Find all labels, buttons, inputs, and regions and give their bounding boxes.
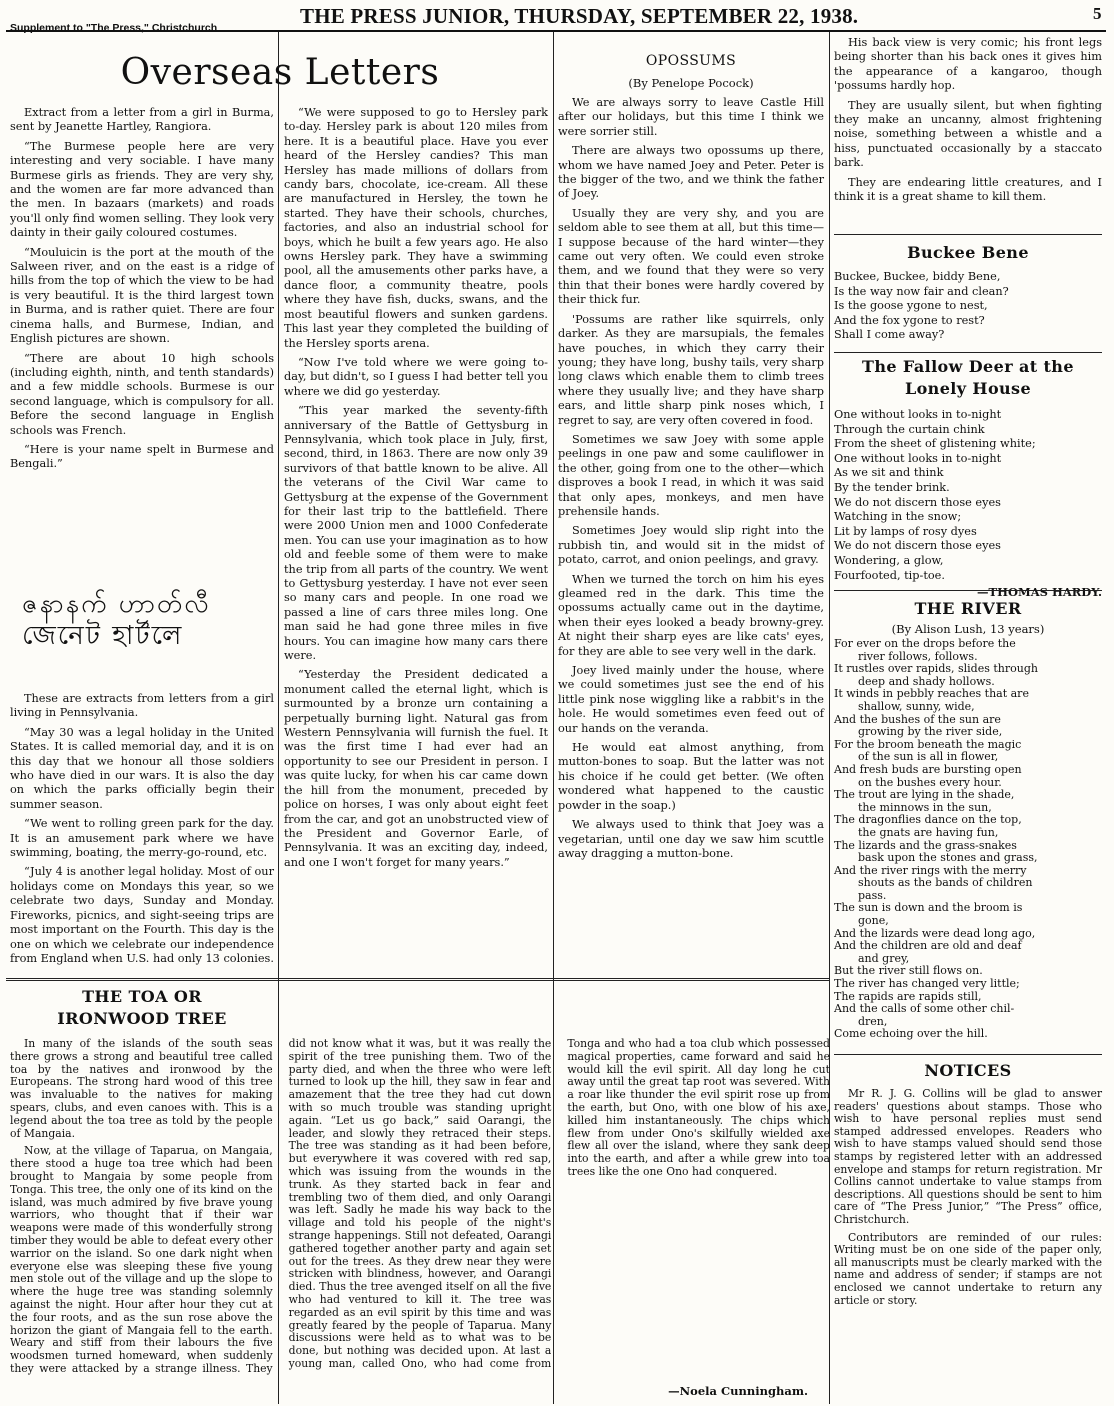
poem-line: and grey,	[858, 951, 910, 965]
river-byline: (By Alison Lush, 13 years)	[891, 622, 1045, 636]
poem-line: And fresh buds are bursting open	[834, 762, 1022, 776]
toa-author: —Noela Cunningham.	[668, 1384, 808, 1398]
paragraph: Sometimes Joey would slip right into the rubbish tin, and would sit in the midst of potato, carrot, and onion peelings, and gravy.	[558, 524, 824, 567]
toa-title	[10, 986, 274, 1034]
poem-line: Fourfooted, tip-toe.	[834, 568, 945, 582]
paragraph: “Yesterday the President dedicated a monument called the eternal light, which is surmounted by a bronze urn containing a perpetually burning light. Natural gas from Western Pennsylvania will furnish the fuel. It was the first time I had ever had an opportunity to see our President in person. I was quite lucky, for when his car came down the hill from the monument, preceded by police on horses, I was only about eight feet from the car, and got an unobstructed view of the President and Governor Earle, of Pennsylvania. It was an exciting day, indeed, and one I won't forget for many years.”	[284, 668, 548, 869]
poem-line: bask upon the stones and grass,	[858, 851, 1038, 865]
poem-line: By the tender brink.	[834, 480, 950, 494]
river-lines	[834, 638, 1102, 1041]
pennsylvania-letter-part-1	[10, 692, 274, 974]
poem-line: The dragonflies dance on the top,	[834, 813, 1022, 827]
section-rule	[834, 234, 1102, 235]
paragraph: There are always two opossums up there, whom we have named Joey and Peter. Peter is the bigger of the two, and we think the father of Joey.	[558, 144, 824, 201]
overseas-title: Overseas Letters	[120, 52, 440, 93]
paragraph: He would eat almost anything, from mutton-bones to soap. But the latter was not his choice if he could get better. (We often wondered what happened to the caustic powder in the soap.)	[558, 741, 824, 812]
poem-line: The lizards and the grass-snakes	[834, 838, 1017, 852]
burmese-name: ဇနာနက် ဟာတ်လီ	[22, 589, 211, 619]
section-rule	[834, 352, 1102, 353]
paragraph: “Here is your name spelt in Burmese and Bengali.”	[10, 442, 274, 471]
paragraph: We are always sorry to leave Castle Hill after our holidays, but this time I think we were sorrier still.	[558, 96, 824, 138]
poem-line: Through the curtain chink	[834, 422, 985, 436]
paragraph: These are extracts from letters from a girl living in Pennsylvania.	[10, 692, 274, 720]
poem-line: deep and shady hollows.	[858, 674, 995, 688]
opossums-body	[558, 96, 824, 956]
paragraph: “Mouluicin is the port at the mouth of the Salween river, and on the east is a ridge of hills from the top of which the view to be had is very beautiful. It is the third largest town in Burma, and is rather quiet. There are four cinema halls, and Burmese, Indian, and English pictures are shown.	[10, 245, 274, 346]
pennsylvania-letter-part-2	[284, 106, 548, 974]
poem-line: the gnats are having fun,	[858, 825, 999, 839]
poem-line: Wondering, a glow,	[834, 553, 944, 567]
paragraph: We always used to think that Joey was a vegetarian, until one day we saw him scuttle away dragging a mutton-bone.	[558, 818, 824, 860]
notices-body	[834, 1088, 1102, 1307]
poem-line: Watching in the snow;	[834, 510, 962, 524]
poem-line: It winds in pebbly reaches that are	[834, 687, 1029, 701]
fallow-title-line-2: Lonely House	[904, 379, 1032, 398]
poem-line: gone,	[858, 914, 889, 928]
opossums-byline: (By Penelope Pocock)	[628, 76, 754, 90]
poem-line: Buckee, Buckee, biddy Bene,	[834, 270, 1001, 283]
paragraph: They are usually silent, but when fighting they make an uncanny, almost frightening noise, something between a whistle and a hiss, punctuated occasionally by a staccato bark.	[834, 98, 1102, 170]
toa-title-line-1: THE TOA OR	[82, 987, 202, 1006]
poem-line: And the river rings with the merry	[834, 863, 1027, 877]
poem-line: the minnows in the sun,	[858, 800, 992, 814]
fallow-author: —THOMAS HARDY.	[977, 585, 1102, 600]
poem-line: The river has changed very little;	[834, 977, 1020, 991]
poem-line: It rustles over rapids, slides through	[834, 662, 1038, 676]
poem-line: shouts as the bands of children	[858, 876, 1033, 890]
poem-line: One without looks in to-night	[834, 408, 1002, 421]
supplement-line: Supplement to "The Press," Christchurch	[10, 22, 218, 34]
poem-line: And the bushes of the sun are	[834, 712, 1001, 726]
buckee-title: Buckee Bene	[907, 243, 1029, 262]
paragraph: In many of the islands of the south seas there grows a strong and beautiful tree called toa by the natives and ironwood by the Europeans. The strong hard wood of this tree was invaluable to the natives for making spears, clubs, and even canoes with. This is a legend about the toa tree as told by the people of Mangaia.	[10, 1037, 273, 1140]
paragraph: Now, at the village of Taparua, on Mangaia, there stood a huge toa tree which had been brought to Mangaia by some people from Tonga. This tree, the only one of its kind on the island, was much admired by five brave young warriors, who thought that if their war weapons were made of this wonderfully strong timber they would be able to defeat every other warrior on the island. So one dark night when everyone else was sleeping these five young men stole out of the village and up the slope to where the huge tree was standing solemnly against the night. Hour after hour they cut at the four roots, and as the sun rose above the horizon the giant of Mangaia fell to the earth. Weary and stiff from their labours the five woodsmen turned homeward, when suddenly they were attacked by a strange illness. They did not know what it was, but it was really the spirit of the tree punishing them. Two of the party died, and when the three who were left turned to look up the hill, they saw in fear and amazement that the tree they had cut down with so much trouble was standing upright again. “Let us go back,” said Oarangi, the leader, and slowly they retraced their steps. The tree was standing as it had been before, but everywhere it was covered with red sap, which was issuing from the wounds in the trunk. As they started back in fear and trembling two of them died, and only Oarangi was left. Sadly he made his way back to the village and told his people of the night's strange happenings. Still not defeated, Oarangi gathered together another party and again set out for the trees. As they drew near they were stricken with blindness, however, and Oarangi died. Thus the tree avenged itself on all the five who had ventured to kill it. The tree was regarded as an evil spirit by this time and was greatly feared by the people of Taparua. Many discussions were held as to what was to be done, but nothing was decided upon. At last a young man, called Ono, who had come from Tonga and who had a toa club which possessed magical properties, came forward and said he would kill the evil spirit. All day long he cut away until the great tap root was severed. With a roar like thunder the evil spirit rose up from the earth, but Ono, with one blow of his axe, killed him instantaneously. The chips which flew from under Ono's skilfully wielded axe flew all over the island, where they sank deep into the earth, and after a while grew into toa trees like the one Ono had conquered.	[10, 1037, 830, 1375]
buckee-bene-poem	[834, 242, 1102, 348]
paragraph: Extract from a letter from a girl in Burma, sent by Jeanette Hartley, Rangiora.	[10, 106, 274, 134]
page-number: 5	[1093, 4, 1102, 23]
paragraph: “July 4 is another legal holiday. Most of our holidays come on Mondays this year, so we celebrate two days, Sunday and Monday. Fireworks, picnics, and sight-seeing trips are most important on the Fourth. This day is the one on which we celebrate our independence from England when U.S. had only 13 colonies.	[10, 865, 274, 965]
paragraph: When we turned the torch on him his eyes gleamed red in the dark. This time the opossums actually came out in the daytime, when their eyes looked a beady browny-grey. At night their sharp eyes are like cats' eyes, for they are able to see very well in the dark.	[558, 572, 824, 658]
paragraph: “Now I've told where we were going to-day, but didn't, so I guess I had better tell you where we did go yesterday.	[284, 355, 548, 398]
poem-line: But the river still flows on.	[834, 964, 983, 978]
masthead-rule	[6, 30, 1106, 32]
paragraph: “This year marked the seventy-fifth anniversary of the Battle of Gettysburg in Pennsylvania, which took place in July, first, second, third, in 1863. There are now only 39 survivors of that battle known to be alive. All the veterans of the Civil War came to Gettysburg at the expense of the Government for their last trip to the battlefield. There were 2000 Union men and 1000 Confederate men. You can use your imagination as to how old and feeble some of them were to make the trip from all parts of the country. We went to Gettysburg yesterday. I have not ever seen so many cars and people. In one road we passed a line of cars three miles long. One man said he had gone three miles in five hours. You can imagine how many cars there were.	[284, 404, 548, 663]
poem-line: river follows, follows.	[858, 649, 978, 663]
handwritten-name-scripts	[22, 588, 272, 670]
poem-line: shallow, sunny, wide,	[858, 699, 975, 713]
poem-line: Come echoing over the hill.	[834, 1027, 988, 1041]
poem-line: growing by the river side,	[858, 725, 1003, 739]
paragraph: Sometimes we saw Joey with some apple peelings in one paw and some cauliflower in the other, going from one to the other—which disproves a book I read, in which it was said that only apes, monkeys, and men have prehensile hands.	[558, 432, 824, 518]
poem-line: of the sun is all in flower,	[858, 750, 999, 764]
poem-line: And the children are old and deaf	[834, 939, 1022, 953]
paragraph: Joey lived mainly under the house, where we could sometimes just see the end of his little pink nose wiggling like a rabbit's in the hole. He would sometimes even feed out of our hands on the veranda.	[558, 664, 824, 735]
paragraph: Contributors are reminded of our rules: Writing must be on one side of the paper only, all manuscripts must be clearly marked with the name and address of sender; if stamps are not enclosed we cannot undertake to return any article or story.	[834, 1230, 1102, 1307]
notices	[834, 1060, 1102, 1400]
opossums-title: OPOSSUMS	[645, 53, 737, 69]
paragraph: 'Possums are rather like squirrels, only darker. As they are marsupials, the females have pouches, in which they carry their young; they have long, bushy tails, very sharp long claws which enable them to climb trees where they usually live; and they have sharp ears, and little sharp pink noses which, I regret to say, are very often covered in food.	[558, 312, 824, 427]
bengali-name: জেনেট হার্টলে	[22, 621, 184, 651]
section-rule	[834, 1054, 1102, 1055]
poem-line: We do not discern those eyes	[834, 495, 1001, 509]
poem-line: For the broom beneath the magic	[834, 737, 1022, 751]
poem-line: Shall I come away?	[834, 328, 945, 342]
poem-line: As we sit and think	[834, 466, 944, 480]
poem-line: The rapids are rapids still,	[834, 989, 982, 1003]
poem-line: The trout are lying in the shade,	[834, 788, 1015, 802]
paragraph: His back view is very comic; his front legs being shorter than his back ones it gives him the appearance of a kangaroo, though 'possums hardly hop.	[834, 36, 1102, 93]
notices-title: NOTICES	[924, 1061, 1012, 1080]
toa-title-line-2: IRONWOOD TREE	[57, 1009, 227, 1028]
burma-letter	[10, 106, 274, 584]
paragraph: “The Burmese people here are very interesting and very sociable. I have many Burmese girls as friends. They are very shy, and the women are far more advanced than the men. In bazaars (markets) and roads you'll only find women selling. They look very dainty in their gaily coloured costumes.	[10, 139, 274, 240]
poem-line: pass.	[858, 888, 887, 902]
poem-line: We do not discern those eyes	[834, 539, 1001, 553]
opossums-continued	[834, 36, 1102, 226]
fallow-title-line-1: The Fallow Deer at the	[862, 357, 1074, 376]
toa-body	[10, 1038, 830, 1378]
section-rule	[834, 590, 1102, 591]
poem-line: And the lizards were dead long ago,	[834, 926, 1036, 940]
paragraph: Usually they are very shy, and you are seldom able to see them at all, but this time—I suppose because of the hard winter—they came out very often. We could even stroke them, and we found that they were so very thin that their bones were hardly covered by their thick fur.	[558, 206, 824, 307]
paragraph: “There are about 10 high schools (including eighth, ninth, and tenth standards) and a few middle schools. Burmese is our second language, which is compulsory for all. Before the second language in English schools was French.	[10, 351, 274, 437]
poem-line: Lit by lamps of rosy dyes	[834, 524, 977, 538]
poem-line: And the calls of some other chil-	[834, 1002, 1015, 1016]
fallow-lines	[834, 408, 1102, 583]
fallow-deer-poem	[834, 356, 1102, 600]
paragraph: Mr R. J. G. Collins will be glad to answer readers' questions about stamps. Those who wish to have personal replies must send stamped addressed envelopes. Readers who wish to have stamps valued should send those stamps by registered letter with an addressed envelope and stamps for return registration. Mr Collins cannot undertake to value stamps from descriptions. All questions should be sent to him care of “The Press Junior,” “The Press” office, Christchurch.	[834, 1087, 1102, 1226]
poem-line: Is the way now fair and clean?	[834, 284, 1009, 298]
paragraph: “We were supposed to go to Hersley park to-day. Hersley park is about 120 miles from here. It is a beautiful place. Have you ever heard of the Hersley candies? This man Hersley has made millions of dollars from candy bars, chocolate, ice-cream. All these are manufactured in Hersley, the town he started. They have their schools, churches, factories, and also an industrial school for boys, which he built a few years ago. He also owns Hersley park. They have a swimming pool, all the amusements other parks have, a dance floor, a community theatre, pools where they have fish, ducks, swans, and the most beautiful flowers and sunken gardens. This last year they completed the building of the Hersley sports arena.	[284, 106, 548, 350]
poem-line: For ever on the drops before the	[834, 637, 1016, 650]
paragraph: “We went to rolling green park for the day. It is an amusement park where we have swimming, boating, the merry-go-round, etc.	[10, 817, 274, 860]
poem-line: on the bushes every hour.	[858, 775, 1002, 789]
paragraph: “May 30 was a legal holiday in the United States. It is called memorial day, and it is on this day that we honour all those soldiers who have died in our wars. It is also the day on which the parks officially begin their summer season.	[10, 725, 274, 811]
river-title: THE RIVER	[914, 599, 1022, 618]
poem-line: One without looks in to-night	[834, 451, 1002, 465]
river-poem	[834, 598, 1102, 1050]
poem-line: Is the goose ygone to nest,	[834, 299, 988, 313]
poem-line: And the fox ygone to rest?	[834, 313, 985, 327]
poem-line: The sun is down and the broom is	[834, 901, 1023, 915]
poem-line: From the sheet of glistening white;	[834, 437, 1036, 451]
buckee-lines	[834, 270, 1102, 343]
opossums-article	[558, 50, 824, 980]
masthead-title: THE PRESS JUNIOR, THURSDAY, SEPTEMBER 22, 1938.	[300, 4, 859, 28]
poem-line: dren,	[858, 1014, 888, 1028]
paragraph: They are endearing little creatures, and I think it is a great shame to kill them.	[834, 175, 1102, 204]
